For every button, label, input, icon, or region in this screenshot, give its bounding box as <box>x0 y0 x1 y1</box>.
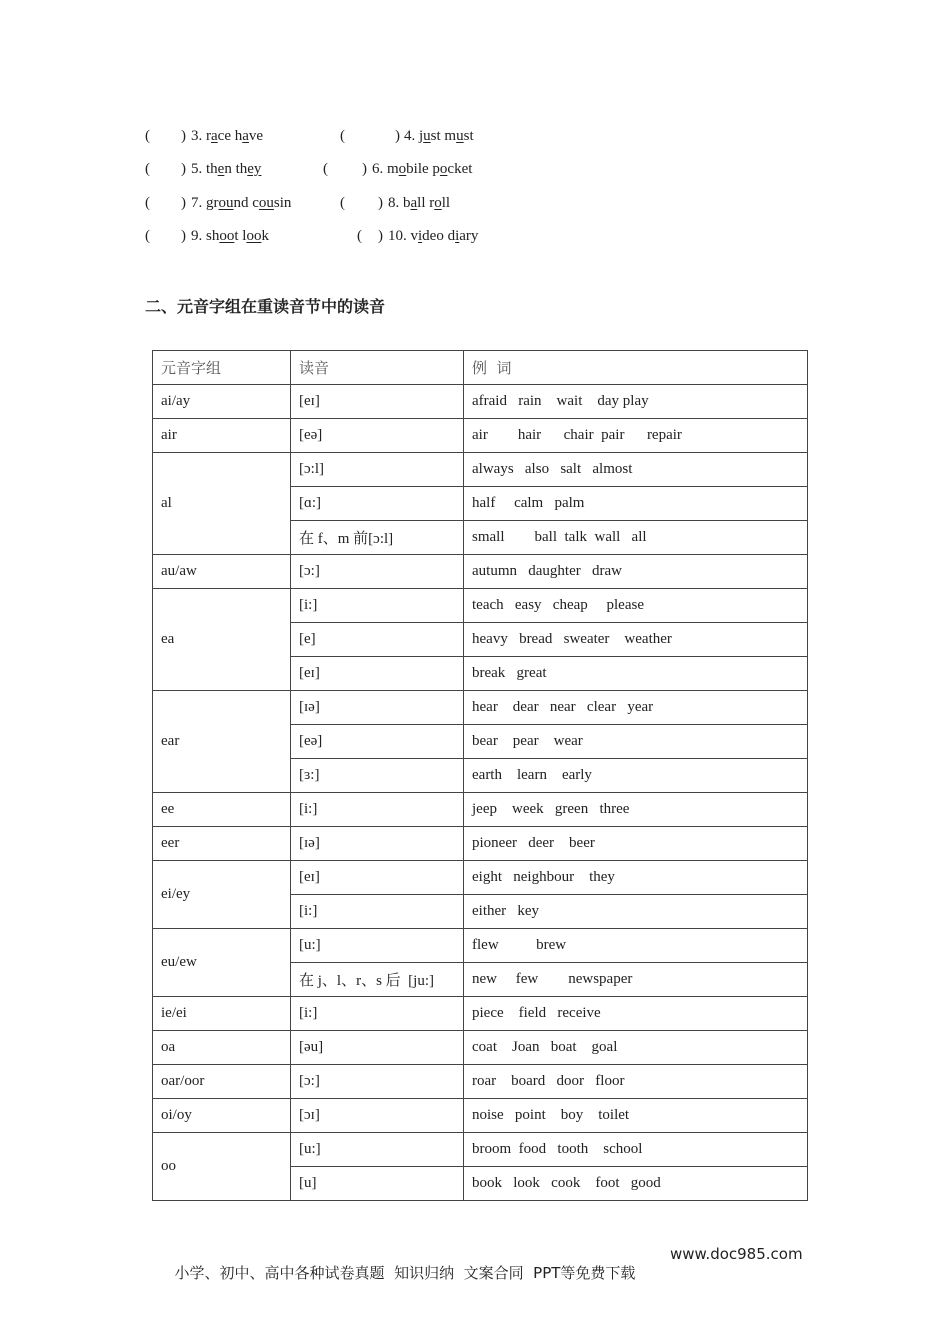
underlined-letters: i <box>455 228 460 244</box>
table-row <box>153 589 808 623</box>
exercise-number: 8. <box>388 195 400 211</box>
exercise-number: 4. <box>404 128 416 144</box>
vowel-combo-cell: oo <box>153 1133 291 1201</box>
pronunciation-cell: [ɜ:] <box>291 759 464 793</box>
exercise-number: 10. <box>388 228 407 244</box>
exercise-word-text: th <box>206 161 218 177</box>
examples-cell: hear dear near clear year <box>464 691 808 725</box>
underlined-letters: a <box>410 195 418 211</box>
exercise-word-text: k <box>261 228 269 244</box>
answer-paren-open: ( <box>323 161 328 177</box>
table-row <box>153 691 808 725</box>
table-row <box>153 929 808 963</box>
answer-paren-open: ( <box>340 128 345 144</box>
vowel-combo-cell: ea <box>153 589 291 691</box>
phonics-table <box>152 350 808 1201</box>
pronunciation-cell: [ɑ:] <box>291 487 464 521</box>
vowel-combo-cell: au/aw <box>153 555 291 589</box>
answer-paren-close: ) <box>181 128 186 144</box>
exercise-word-text: t l <box>234 228 247 244</box>
pronunciation-cell: 在 f、m 前[ɔ:l] <box>291 521 464 555</box>
answer-paren-open: ( <box>145 228 150 244</box>
pronunciation-cell: [e] <box>291 623 464 657</box>
answer-paren-open: ( <box>145 195 150 211</box>
pronunciation-cell: [ɪə] <box>291 827 464 861</box>
exercise-word-text: ve <box>248 128 264 144</box>
table-row <box>153 419 808 453</box>
exercise-item <box>404 128 474 145</box>
underlined-letters: ou <box>258 195 274 211</box>
answer-paren-close: ) <box>378 228 383 244</box>
section-title: 二、元音字组在重读音节中的读音 <box>145 297 386 316</box>
pronunciation-cell: [əu] <box>291 1031 464 1065</box>
answer-paren-close: ) <box>362 161 367 177</box>
answer-paren-close: ) <box>181 161 186 177</box>
exercise-word-text: r <box>206 128 211 144</box>
examples-cell: roar board door floor <box>464 1065 808 1099</box>
examples-cell: flew brew <box>464 929 808 963</box>
pronunciation-cell: [u:] <box>291 1133 464 1167</box>
exercise-item <box>191 228 269 245</box>
answer-paren-close: ) <box>395 128 400 144</box>
pronunciation-cell: [eɪ] <box>291 657 464 691</box>
examples-cell: always also salt almost <box>464 453 808 487</box>
pronunciation-cell: [i:] <box>291 793 464 827</box>
exercise-word-text: ary <box>459 228 479 244</box>
exercise-word-text: j <box>419 128 424 144</box>
pronunciation-cell: 在 j、l、r、s 后 [ju:] <box>291 963 464 997</box>
pronunciation-cell: [ɔ:] <box>291 1065 464 1099</box>
vowel-combo-cell: ee <box>153 793 291 827</box>
pronunciation-cell: [eɪ] <box>291 861 464 895</box>
answer-paren-close: ) <box>181 228 186 244</box>
exercise-number: 6. <box>372 161 384 177</box>
examples-cell: book look cook foot good <box>464 1167 808 1201</box>
vowel-combo-cell: eer <box>153 827 291 861</box>
answer-paren-close: ) <box>378 195 383 211</box>
exercise-word-text: m <box>387 161 399 177</box>
exercise-item <box>191 161 261 178</box>
examples-cell: break great <box>464 657 808 691</box>
vowel-combo-cell: ie/ei <box>153 997 291 1031</box>
answer-paren-open: ( <box>357 228 362 244</box>
table-row <box>153 555 808 589</box>
underlined-letters: u <box>456 128 464 144</box>
table-row <box>153 793 808 827</box>
exercise-word-text: bile p <box>406 161 440 177</box>
pronunciation-cell: [i:] <box>291 589 464 623</box>
footer-site-link[interactable]: www.doc985.com <box>670 1245 803 1263</box>
underlined-letters: a <box>242 128 249 144</box>
table-row <box>153 861 808 895</box>
vowel-combo-cell: al <box>153 453 291 555</box>
exercise-word-text: deo d <box>422 228 456 244</box>
exercise-word-text: cket <box>447 161 473 177</box>
vowel-combo-cell: eu/ew <box>153 929 291 997</box>
exercise-word-text: sh <box>206 228 220 244</box>
exercise-word-text: nd c <box>233 195 259 211</box>
examples-cell: piece field receive <box>464 997 808 1031</box>
examples-cell: earth learn early <box>464 759 808 793</box>
answer-paren-close: ) <box>181 195 186 211</box>
examples-cell: either key <box>464 895 808 929</box>
exercise-word-text: ll r <box>417 195 435 211</box>
examples-cell: half calm palm <box>464 487 808 521</box>
footer-text: 小学、初中、高中各种试卷真题 知识归纳 文案合同 PPT等免费下载 <box>174 1264 636 1282</box>
underlined-letters: ou <box>218 195 234 211</box>
exercise-item <box>388 195 450 212</box>
examples-cell: jeep week green three <box>464 793 808 827</box>
exercise-number: 5. <box>191 161 203 177</box>
pronunciation-cell: [u:] <box>291 929 464 963</box>
underlined-letters: e <box>217 161 225 177</box>
examples-cell: air hair chair pair repair <box>464 419 808 453</box>
pronunciation-cell: [i:] <box>291 997 464 1031</box>
pronunciation-cell: [ɪə] <box>291 691 464 725</box>
examples-cell: afraid rain wait day play <box>464 385 808 419</box>
exercise-number: 3. <box>191 128 203 144</box>
examples-cell: coat Joan boat goal <box>464 1031 808 1065</box>
exercise-number: 7. <box>191 195 203 211</box>
pronunciation-cell: [ɔ:] <box>291 555 464 589</box>
exercise-item <box>388 228 478 245</box>
pronunciation-cell: [eə] <box>291 419 464 453</box>
underlined-letters: oo <box>246 228 262 244</box>
exercise-word-text: v <box>410 228 418 244</box>
examples-cell: bear pear wear <box>464 725 808 759</box>
examples-cell: new few newspaper <box>464 963 808 997</box>
exercise-word-text: n th <box>224 161 248 177</box>
exercise-word-text: gr <box>206 195 219 211</box>
underlined-letters: a <box>211 128 218 144</box>
exercise-word-text: ce h <box>217 128 243 144</box>
exercise-word-text: st <box>463 128 474 144</box>
exercise-word-text: ll <box>441 195 451 211</box>
table-row <box>153 1133 808 1167</box>
exercise-word-text: sin <box>273 195 292 211</box>
vowel-combo-cell: oar/oor <box>153 1065 291 1099</box>
header-combo: 元音字组 <box>153 351 291 385</box>
exercise-number: 9. <box>191 228 203 244</box>
table-row <box>153 1099 808 1133</box>
pronunciation-cell: [eɪ] <box>291 385 464 419</box>
examples-cell: small ball talk wall all <box>464 521 808 555</box>
exercise-word-text: b <box>403 195 411 211</box>
table-row <box>153 385 808 419</box>
table-header-row <box>153 351 808 385</box>
header-sound: 读音 <box>291 351 464 385</box>
underlined-letters: o <box>439 161 448 177</box>
exercise-word-text: st m <box>430 128 457 144</box>
vowel-combo-cell: ai/ay <box>153 385 291 419</box>
examples-cell: autumn daughter draw <box>464 555 808 589</box>
examples-cell: teach easy cheap please <box>464 589 808 623</box>
exercise-item <box>191 195 291 212</box>
underlined-letters: o <box>398 161 407 177</box>
answer-paren-open: ( <box>145 128 150 144</box>
pronunciation-cell: [ɔ:l] <box>291 453 464 487</box>
vowel-combo-cell: air <box>153 419 291 453</box>
examples-cell: broom food tooth school <box>464 1133 808 1167</box>
pronunciation-cell: [i:] <box>291 895 464 929</box>
examples-cell: pioneer deer beer <box>464 827 808 861</box>
vowel-combo-cell: ei/ey <box>153 861 291 929</box>
table-row <box>153 1065 808 1099</box>
examples-cell: eight neighbour they <box>464 861 808 895</box>
table-row <box>153 997 808 1031</box>
exercise-item <box>191 128 263 145</box>
underlined-letters: ey <box>247 161 262 177</box>
header-examples: 例 词 <box>464 351 808 385</box>
pronunciation-cell: [ɔɪ] <box>291 1099 464 1133</box>
table-row <box>153 827 808 861</box>
vowel-combo-cell: oi/oy <box>153 1099 291 1133</box>
table-row <box>153 453 808 487</box>
exercise-item <box>372 161 472 178</box>
pronunciation-cell: [u] <box>291 1167 464 1201</box>
pronunciation-cell: [eə] <box>291 725 464 759</box>
underlined-letters: u <box>423 128 431 144</box>
footer <box>165 1244 803 1301</box>
underlined-letters: oo <box>219 228 235 244</box>
underlined-letters: i <box>418 228 423 244</box>
vowel-combo-cell: ear <box>153 691 291 793</box>
answer-paren-open: ( <box>145 161 150 177</box>
vowel-combo-cell: oa <box>153 1031 291 1065</box>
examples-cell: heavy bread sweater weather <box>464 623 808 657</box>
answer-paren-open: ( <box>340 195 345 211</box>
underlined-letters: o <box>434 195 442 211</box>
table-row <box>153 1031 808 1065</box>
examples-cell: noise point boy toilet <box>464 1099 808 1133</box>
